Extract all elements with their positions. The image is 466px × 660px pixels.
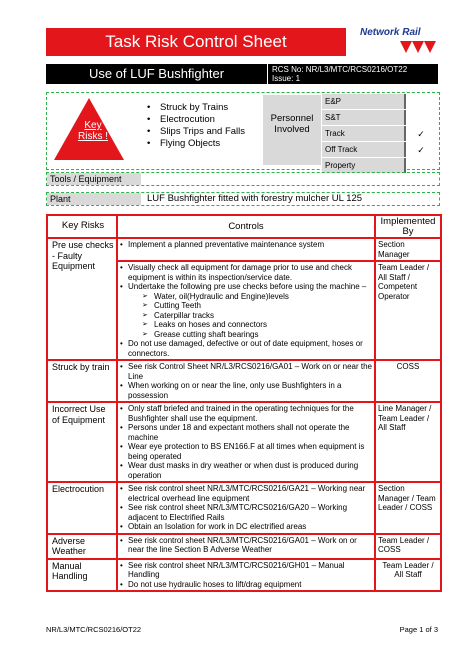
controls-cell	[117, 534, 375, 559]
control-item: • When working on or near the line, only use Bushfighters in a possession	[120, 381, 372, 400]
key-risk-item: • Electrocution	[147, 114, 245, 126]
control-item: • Do not use damaged, defective or out of date equipment, hoses or connectors.	[120, 339, 372, 358]
implemented-by-cell: Section Manager / Team Leader / COSS	[375, 482, 441, 534]
personnel-role: E&P	[322, 94, 406, 109]
page-title: Task Risk Control Sheet	[46, 28, 346, 56]
task-header	[46, 64, 438, 84]
personnel-row	[322, 110, 436, 126]
controls-cell	[117, 261, 375, 360]
control-item: • Visually check all equipment for damage prior to use and check equipment is within its inspection/service date.	[120, 263, 372, 282]
personnel-label: Personnel Involved	[263, 95, 321, 165]
check-sub-item: ➢ Grease cutting shaft bearings	[142, 330, 372, 340]
table-row	[47, 559, 441, 592]
network-rail-logo: Network Rail	[360, 27, 440, 57]
key-risk-item: • Slips Trips and Falls	[147, 126, 245, 138]
check-icon	[406, 110, 436, 125]
plant-value: LUF Bushfighter fitted with forestry mulcher UL 125	[147, 193, 363, 204]
implemented-by-cell: COSS	[375, 360, 441, 402]
controls-cell	[117, 482, 375, 534]
personnel-row	[322, 142, 436, 158]
implemented-by-cell: Line Manager / Team Leader / All Staff	[375, 402, 441, 482]
implemented-by-cell: Section Manager	[375, 238, 441, 261]
header-controls: Controls	[117, 215, 375, 238]
key-risk-item: • Flying Objects	[147, 138, 245, 150]
check-icon: ✓	[417, 145, 425, 155]
risk-cell: Pre use checks - Faulty Equipment	[47, 238, 117, 360]
table-row	[47, 482, 441, 534]
control-item: • See risk Control Sheet NR/L3/RCS0216/GA01 – Work on or near the Line	[120, 362, 372, 381]
control-item: • Wear eye protection to BS EN166.F at all times when equipment is being operated	[120, 442, 372, 461]
rcs-ref: RCS No: NR/L3/MTC/RCS0216/OT22 Issue: 1	[272, 65, 408, 83]
implemented-by-cell: Team Leader / All Staff	[375, 559, 441, 592]
risk-cell: Struck by train	[47, 360, 117, 402]
check-sub-item: ➢ Caterpillar tracks	[142, 311, 372, 321]
controls-table	[46, 214, 442, 592]
table-row	[47, 238, 441, 261]
personnel-role: Property	[322, 158, 406, 173]
personnel-row	[322, 126, 436, 142]
control-item: • Wear dust masks in dry weather or when dust is produced during operation	[120, 461, 372, 480]
header-implemented-by: Implemented By	[375, 215, 441, 238]
control-item: • See risk control sheet NR/L3/MTC/RCS0216/GA20 – Working adjacent to Electrified Rails	[120, 503, 372, 522]
tools-label: Tools / Equipment	[47, 173, 141, 185]
plant-label: Plant	[47, 193, 141, 205]
personnel-role: S&T	[322, 110, 406, 125]
control-item: • Persons under 18 and expectant mothers shall not operate the machine	[120, 423, 372, 442]
personnel-role: Track	[322, 126, 406, 141]
risk-cell: Adverse Weather	[47, 534, 117, 559]
control-item: • Only staff briefed and trained in the operating techniques for the Bushfighter shall use the equipment.	[120, 404, 372, 423]
check-icon	[406, 158, 436, 173]
risk-cell: Electrocution	[47, 482, 117, 534]
footer-ref: NR/L3/MTC/RCS0216/OT22	[46, 625, 142, 634]
personnel-role: Off Track	[322, 142, 406, 157]
check-sub-item: ➢ Water, oil(Hydraulic and Engine)levels	[142, 292, 372, 302]
plant-row	[46, 192, 440, 206]
key-risk-item: • Struck by Trains	[147, 102, 245, 114]
risk-cell: Manual Handling	[47, 559, 117, 592]
key-risk-list	[147, 102, 245, 150]
personnel-table	[322, 94, 436, 174]
control-item: • Implement a planned preventative maintenance system	[120, 240, 372, 250]
table-row	[47, 534, 441, 559]
task-name: Use of LUF Bushfighter	[46, 64, 268, 84]
header-key-risks: Key Risks	[47, 215, 117, 238]
table-row	[47, 360, 441, 402]
check-sub-item: ➢ Cutting Teeth	[142, 301, 372, 311]
risk-cell: Incorrect Use of Equipment	[47, 402, 117, 482]
implemented-by-cell: Team Leader / COSS	[375, 534, 441, 559]
control-item: • Undertake the following pre use checks before using the machine –	[120, 282, 372, 292]
control-item: • See risk control sheet NR/L3/MTC/RCS0216/GH01 – Manual Handling	[120, 561, 372, 580]
controls-cell	[117, 402, 375, 482]
control-item: • See risk control sheet NR/L3/MTC/RCS0216/GA21 – Working near electrical overhead line equipment	[120, 484, 372, 503]
footer-page: Page 1 of 3	[399, 625, 438, 634]
check-icon: ✓	[417, 129, 425, 139]
control-item: • See risk control sheet NR/L3/MTC/RCS0216/GA01 – Work on or near the line Section B Adverse Weather	[120, 536, 372, 555]
controls-cell	[117, 360, 375, 402]
control-item: • Obtain an Isolation for work in DC electrified areas	[120, 522, 372, 532]
control-item: • Do not use hydraulic hoses to lift/drag equipment	[120, 580, 372, 590]
tools-row	[46, 172, 440, 186]
implemented-by-cell: Team Leader / All Staff / Competent Operator	[375, 261, 441, 360]
table-row	[47, 402, 441, 482]
personnel-row	[322, 94, 436, 110]
key-risks-label: Key Risks !	[78, 120, 108, 142]
check-icon	[406, 94, 436, 109]
controls-cell	[117, 238, 375, 261]
check-sub-item: ➢ Leaks on hoses and connectors	[142, 320, 372, 330]
controls-cell	[117, 559, 375, 592]
